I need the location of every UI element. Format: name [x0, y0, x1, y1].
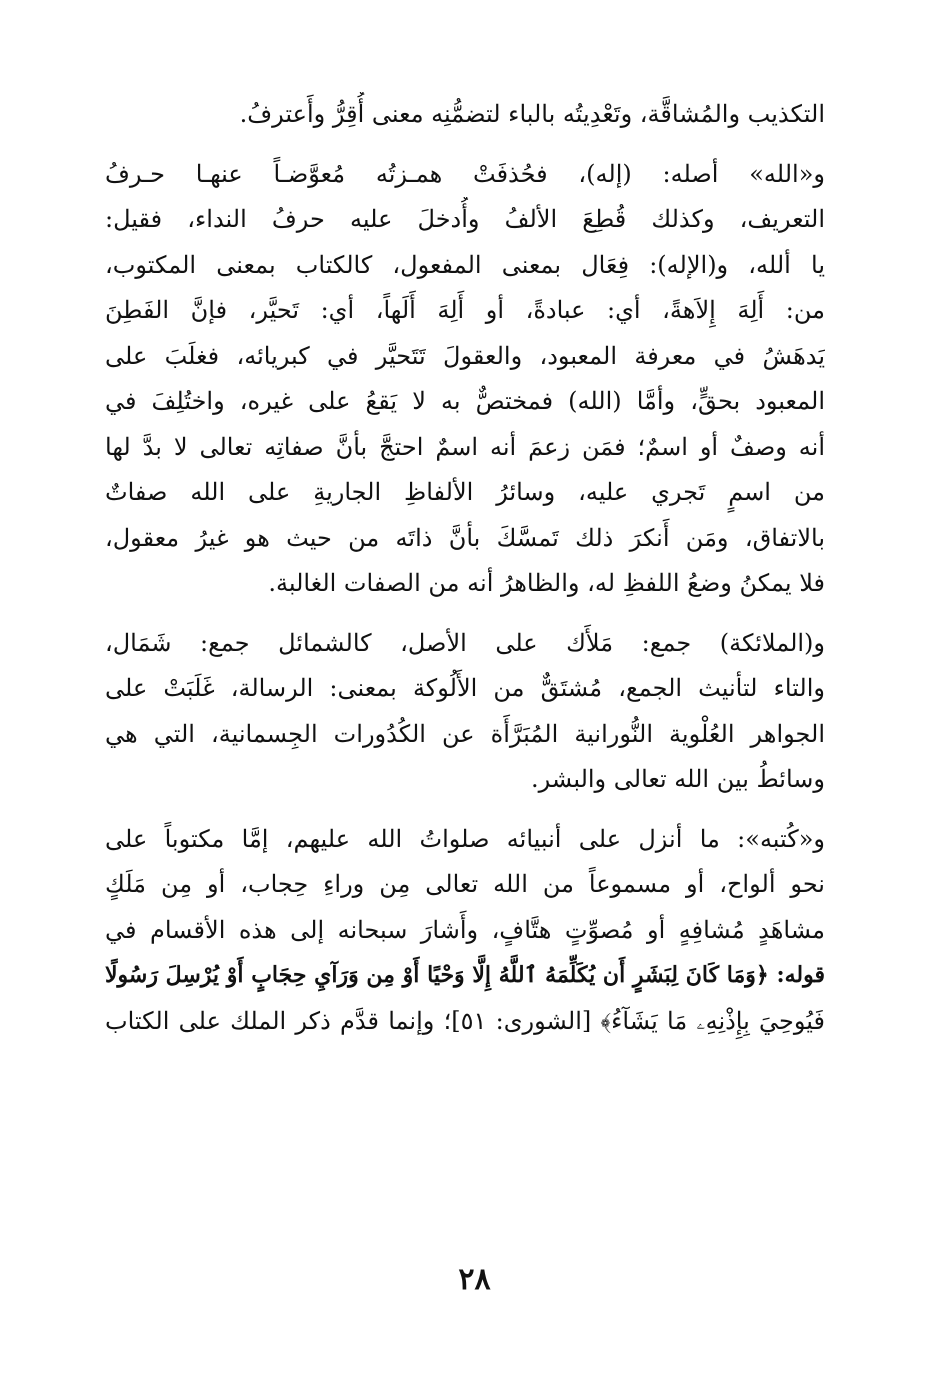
- text-line: و(الملائكة) جمع: مَلأَك على الأصل، كالشمائل جمع: شَمَال،: [105, 628, 825, 657]
- text-line: مشاهَدٍ مُشافِهٍ أو مُصوِّتٍ هتَّافٍ، وأَشارَ سبحانه إلى هذه الأقسام في: [105, 915, 825, 944]
- paragraph-1: [105, 92, 825, 138]
- text-line: فلا يمكنُ وضعُ اللفظِ له، والظاهرُ أنه من الصفات الغالبة.: [268, 569, 825, 597]
- text-line: و«الله» أصله: (إله)، فحُذفَتْ همـزتُه مُعوَّضـاً عنهـا حـرفُ: [105, 159, 825, 188]
- text-line: من اسمٍ تَجري عليه، وسائرُ الألفاظِ الجاريةِ على الله صفاتٌ: [105, 478, 825, 506]
- text-line: يا ألله، و(الإله): فِعَال بمعنى المفعول، كالكتاب بمعنى المكتوب،: [105, 250, 825, 279]
- text-line: وسائطُ بين الله تعالى والبشر.: [531, 765, 825, 793]
- paragraph-3: [105, 621, 825, 803]
- text-line: بالاتفاق، ومَن أَنكرَ ذلك تَمسَّكَ بأنَّ ذاتَه من حيث هو غيرُ معقول،: [105, 523, 825, 552]
- text-line: من: أَلِهَ إِلاَهةً، أي: عبادةً، أو أَلِهَ أَلَهاً، أي: تَحيَّر، فإنَّ الفَطِنَ: [105, 296, 825, 324]
- text-line: التعريف، وكذلك قُطِعَ الألفُ وأُدخلَ عليه حرفُ النداء، فقيل:: [105, 205, 825, 233]
- page-number: ٢٨: [458, 1262, 491, 1297]
- text-line: فَيُوحِيَ بِإِذْنِهِۦ مَا يَشَآءُ﴾ [الشورى: ٥١]؛ وإنما قدَّم ذكر الملك على الكتاب: [105, 1006, 825, 1035]
- paragraph-2: [105, 152, 825, 607]
- text-line: نحو ألواح، أو مسموعاً من الله تعالى مِن وراءِ حِجاب، أو مِن مَلَكٍ: [105, 870, 825, 898]
- quran-verse-line: قوله: ﴿وَمَا كَانَ لِبَشَرٍ أَن يُكَلِّمَهُ ٱللَّهُ إِلَّا وَحْيًا أَوْ مِن وَرَآيِ حِجَابٍ أَوْ يُرْسِلَ رَسُولًا: [105, 962, 825, 988]
- page-body: [105, 92, 825, 1058]
- text-line: المعبود بحقٍّ، وأمَّا (الله) فمختصٌّ به لا يَقعُ على غيره، واختُلِفَ في: [105, 387, 825, 415]
- text-line: والتاء لتأنيث الجمع، مُشتَقٌّ من الأَلُوكة بمعنى: الرسالة، غَلَبَتْ على: [105, 674, 825, 702]
- text-line: و«كُتبه»: ما أنزل على أنبيائه صلواتُ الله عليهم، إمَّا مكتوباً على: [105, 824, 825, 853]
- text-line: الجواهر العُلْوية النُّورانية المُبَرَّأَة عن الكُدُورات الجِسمانية، التي هي: [105, 719, 825, 748]
- text-line: التكذيب والمُشاقَّة، وتَعْدِيتُه بالباء لتضمُّنِه معنى أُقِرُّ وأَعترفُ.: [239, 100, 825, 128]
- text-line: يَدهَشُ في معرفة المعبود، والعقولَ تَتَحيَّر في كبريائه، فغلَبَ على: [105, 341, 825, 370]
- paragraph-4: [105, 817, 825, 1045]
- text-line: أنه وصفٌ أو اسمٌ؛ فمَن زعمَ أنه اسمٌ احتجَّ بأنَّ صفاتِه تعالى لا بدَّ لها: [105, 432, 825, 461]
